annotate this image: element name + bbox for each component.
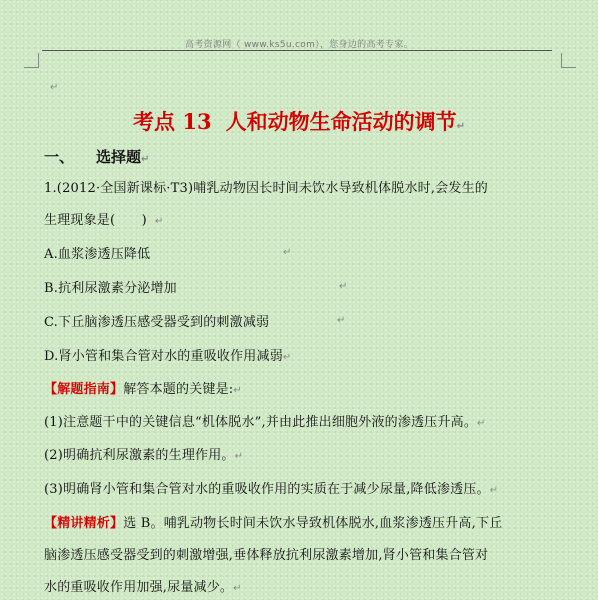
section-number: 一、: [44, 148, 75, 166]
question-stem-text: 1.(2012·全国新课标·T3)哺乳动物因长时间未饮水导致机体脱水时,会发生的: [44, 181, 488, 196]
paragraph-mark: ↵: [489, 485, 499, 496]
paragraph-mark: ↵: [233, 583, 242, 594]
analysis-line-2: [44, 544, 488, 563]
paragraph-mark: ↵: [233, 385, 242, 396]
question-stem-line-1: [44, 177, 488, 196]
paragraph-mark: ↵: [141, 154, 150, 165]
title-topic-name: 人和动物生命活动的调节: [225, 109, 457, 134]
section-label: 选择题: [96, 148, 142, 166]
option-c: [44, 311, 269, 330]
question-stem-line-2: [44, 209, 164, 228]
guide-tag: 【解题指南】: [44, 382, 124, 397]
analysis-text: 水的重吸收作用加强,尿量减少。: [44, 580, 234, 595]
guide-heading: [44, 378, 242, 397]
paragraph-mark: ↵: [234, 451, 244, 462]
margin-corner-right: [561, 53, 576, 68]
option-text: C.下丘脑渗透压感受器受到的刺激减弱: [44, 315, 270, 330]
option-text: D.肾小管和集合管对水的重吸收作用减弱: [44, 349, 283, 364]
analysis-line-3: [44, 576, 242, 595]
guide-intro: 解答本题的关键是:: [123, 382, 234, 397]
guide-point-text: (3)明确肾小管和集合管对水的重吸收作用的实质在于减少尿量,降低渗透压。: [44, 482, 490, 497]
option-d: [44, 345, 292, 364]
option-a: [44, 243, 150, 262]
guide-point-2: [44, 444, 243, 463]
paragraph-mark: ↵: [282, 352, 292, 363]
option-text: B.抗利尿激素分泌增加: [44, 281, 177, 296]
guide-point-text: (2)明确抗利尿激素的生理作用。: [44, 448, 235, 463]
paragraph-mark: ↵: [50, 82, 59, 93]
guide-point-1: [44, 411, 486, 430]
header-rule: [42, 50, 552, 51]
analysis-text: 脑渗透压感受器受到的刺激增强,垂体释放抗利尿激素增加,肾小管和集合管对: [44, 548, 489, 563]
margin-corner-left: [24, 53, 39, 68]
option-b: [44, 277, 177, 296]
header-site-text: 高考资源网（ www.ks5u.com），您身边的高考专家。: [185, 40, 413, 50]
option-text: A.血浆渗透压降低: [44, 247, 151, 262]
section-heading: [44, 146, 149, 167]
paragraph-mark: ↵: [283, 247, 292, 258]
page-title: [0, 106, 598, 136]
guide-point-text: (1)注意题干中的关键信息“机体脱水”,并由此推出细胞外液的渗透压升高。: [44, 415, 478, 430]
paragraph-mark: ↵: [154, 216, 164, 227]
guide-point-3: [44, 478, 498, 497]
title-topic-number: 考点 13: [133, 109, 212, 134]
analysis-line-1: [44, 512, 502, 531]
paragraph-mark: ↵: [477, 418, 486, 429]
paragraph-mark: ↵: [456, 121, 465, 132]
analysis-text: 选 B。哺乳动物长时间未饮水导致机体脱水,血浆渗透压升高,下丘: [123, 516, 503, 531]
question-stem-text: 生理现象是( ): [44, 213, 147, 228]
paragraph-mark: ↵: [339, 281, 348, 292]
paragraph-mark: ↵: [337, 315, 346, 326]
analysis-tag: 【精讲精析】: [44, 516, 124, 531]
